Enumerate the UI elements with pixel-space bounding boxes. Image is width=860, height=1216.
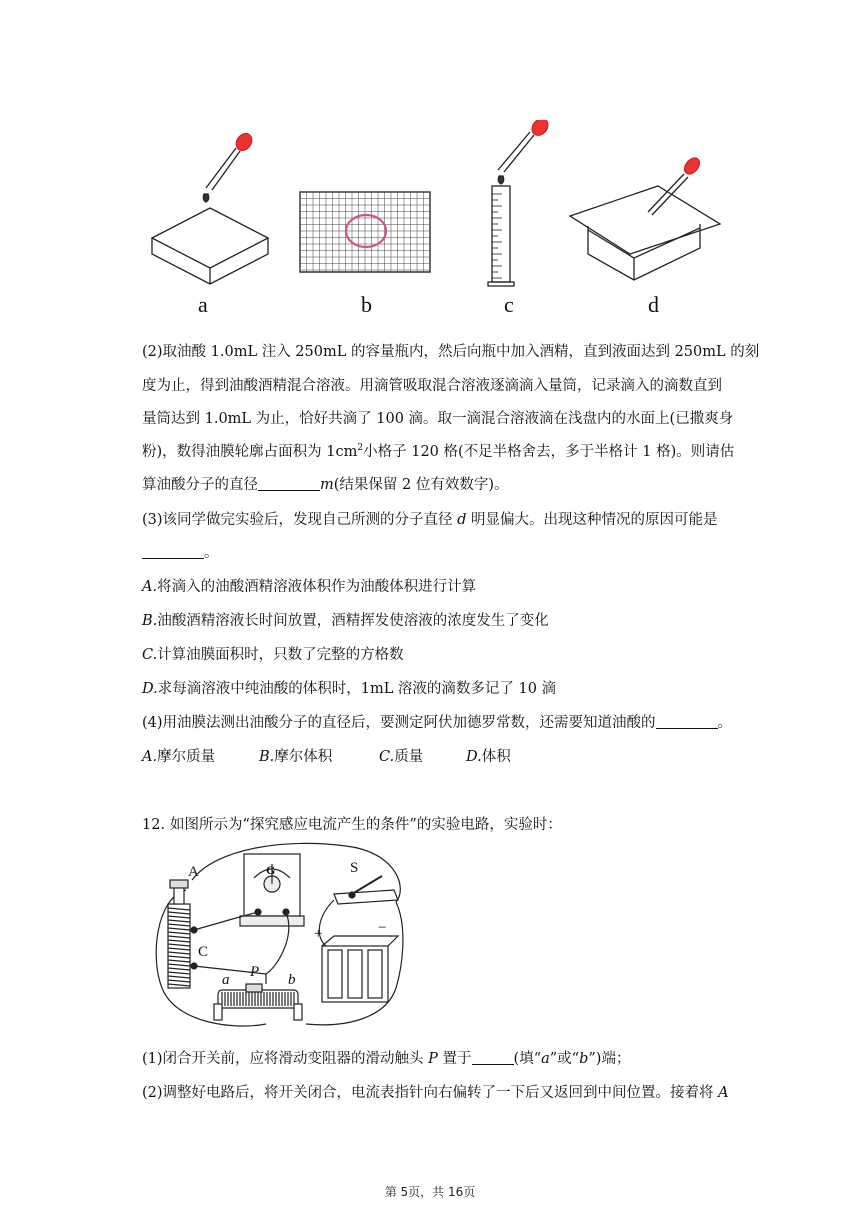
option-text: 油酸酒精溶液长时间放置，酒精挥发使溶液的浓度发生了变化 (157, 613, 549, 629)
option-letter: B. (259, 749, 275, 765)
q11-p4-line1-end: 。 (717, 715, 733, 731)
superscript-2: 2 (357, 443, 364, 453)
option-text: 将滴入的油酸酒精溶液体积作为油酸体积进行计算 (157, 579, 477, 595)
q11-p4-option-b[interactable] (259, 745, 379, 766)
q11-p4-option-a[interactable] (142, 745, 259, 766)
q12-p1-c: (填“ (513, 1051, 542, 1067)
q11-p3-option-d[interactable] (142, 677, 556, 698)
option-letter: C. (379, 749, 395, 765)
q11-p3-option-a[interactable] (142, 575, 476, 596)
q12-p1-d: ”或“ (549, 1051, 580, 1067)
q11-p2-line1: (2)取油酸 1.0mL 注入 250mL 的容量瓶内，然后向瓶中加入酒精，直到液面达到 250mL 的刻 (142, 344, 760, 360)
label-S: S (350, 860, 359, 876)
option-text: 质量 (394, 749, 424, 765)
q11-p2-line5-b: (结果保留 2 位有效数字)。 (333, 477, 509, 493)
step-a-tray-with-dropper (152, 131, 268, 284)
var-b: b (579, 1051, 589, 1067)
var-A: A (718, 1085, 729, 1101)
step-c-graduated-cylinder (488, 120, 551, 286)
unit-m: m (320, 477, 334, 493)
q12-p1-e: ”)端； (588, 1051, 631, 1067)
option-letter: A. (142, 749, 158, 765)
oil-film-experiment-figure (140, 120, 730, 320)
step-d-tray-with-glass-plate (570, 155, 720, 280)
option-letter: C. (142, 647, 158, 663)
induction-circuit-figure (146, 838, 410, 1034)
var-d: d (457, 512, 467, 528)
q11-p3-line1-a: (3)该同学做完实验后，发现自己所测的分子直径 (142, 512, 458, 528)
q12-stem-text: 如图所示为“探究感应电流产生的条件”的实验电路，实验时： (170, 817, 562, 833)
q12-p2-text: (2)调整好电路后，将开关闭合，电流表指针向右偏转了一下后又返回到中间位置。接着将 (142, 1085, 719, 1101)
label-c: c (504, 292, 514, 317)
question-number: 12. (142, 817, 166, 833)
q11-p2-line5-a: 算油酸分子的直径 (142, 477, 258, 493)
q11-p3-option-b[interactable] (142, 609, 549, 630)
switch (334, 876, 398, 904)
q11-p2-line4-a: 粉)，数得油膜轮廓占面积为 1cm (142, 444, 358, 460)
q12-p1-a: (1)闭合开关前，应将滑动变阻器的滑动触头 (142, 1051, 429, 1067)
q11-p3-line1-b: 明显偏大。出现这种情况的原因可能是 (466, 512, 718, 528)
label-plus: + (314, 926, 323, 942)
option-text: 体积 (481, 749, 511, 765)
q11-p3-option-c[interactable] (142, 643, 404, 664)
label-G: G (266, 863, 276, 877)
q11-p4-options (142, 745, 511, 766)
label-P: P (250, 964, 260, 980)
option-text: 计算油膜面积时，只数了完整的方格数 (157, 647, 404, 663)
q11-p2-line2: 度为止，得到油酸酒精混合溶液。用滴管吸取混合溶液逐滴滴入量筒，记录滴入的滴数直到 (142, 378, 722, 394)
label-a: a (198, 292, 208, 317)
q12-stem (142, 813, 562, 834)
q11-p2-line3: 量筒达到 1.0mL 为止，恰好共滴了 100 滴。取一滴混合溶液滴在浅盘内的水面上(已撒爽身 (142, 411, 734, 427)
option-text: 摩尔质量 (157, 749, 216, 765)
answer-blank-quantity[interactable] (656, 714, 718, 729)
answer-blank-reason[interactable] (142, 544, 204, 559)
coil (168, 880, 190, 988)
rheostat (214, 984, 302, 1020)
q11-p4-line1-a: (4)用油膜法测出油酸分子的直径后，要测定阿伏加德罗常数，还需要知道油酸的 (142, 715, 656, 731)
label-C: C (198, 944, 209, 960)
var-P: P (428, 1051, 438, 1067)
option-text: 求每滴溶液中纯油酸的体积时，1mL 溶液的滴数多记了 10 滴 (157, 681, 557, 697)
battery (322, 936, 398, 1002)
q11-p3-line2-end: 。 (204, 545, 219, 561)
step-b-grid-paper (300, 192, 430, 272)
q11-p4-option-d[interactable] (466, 745, 511, 766)
q11-p4-option-c[interactable] (379, 745, 466, 766)
label-minus: − (378, 920, 387, 936)
label-b: b (288, 972, 296, 988)
q12-p1-b: 置于 (437, 1051, 472, 1067)
page-footer: 第 5页，共 16页 (384, 1185, 476, 1199)
option-text: 摩尔体积 (274, 749, 333, 765)
label-A: A (188, 864, 199, 880)
option-letter: D. (466, 749, 482, 765)
option-letter: D. (142, 681, 158, 697)
label-b: b (361, 292, 372, 317)
answer-blank-slider-end[interactable] (472, 1050, 514, 1065)
q11-p2-line4 (142, 440, 734, 461)
q11-p2-line4-b: 小格子 120 格(不足半格舍去，多于半格计 1 格)。则请估 (363, 444, 735, 460)
q11-p3-line2 (142, 541, 219, 562)
option-letter: B. (142, 613, 158, 629)
q11-p2-line5 (142, 473, 509, 494)
option-letter: A. (142, 579, 158, 595)
label-d: d (648, 292, 659, 317)
q11-p4-line1 (142, 711, 732, 732)
answer-blank-diameter[interactable] (258, 476, 320, 491)
q12-p1 (142, 1047, 630, 1068)
q11-p3-line1 (142, 508, 718, 529)
label-a: a (222, 972, 230, 988)
q12-p2 (142, 1081, 729, 1102)
var-a: a (541, 1051, 550, 1067)
